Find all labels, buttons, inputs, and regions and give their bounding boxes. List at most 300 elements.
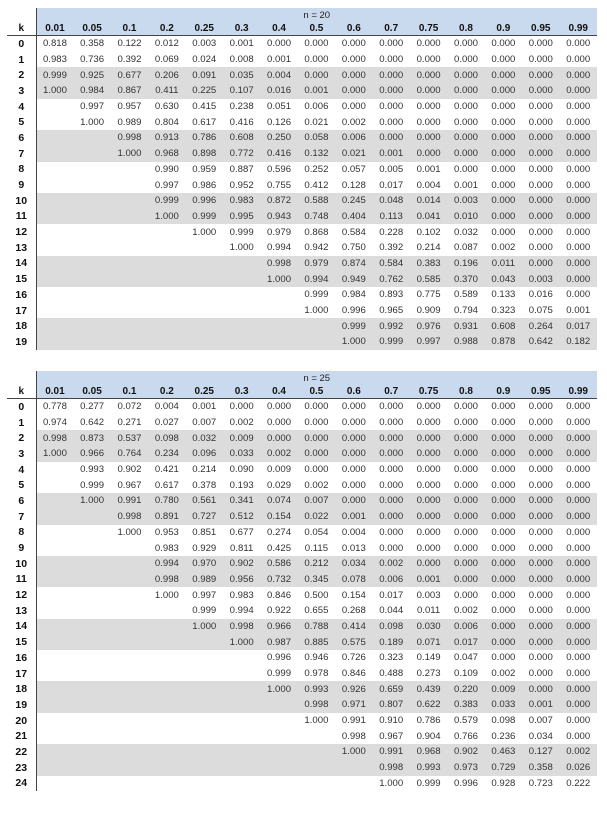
table-row bbox=[7, 619, 597, 635]
p-header: 0.95 bbox=[522, 22, 559, 36]
cumulative-probability-cell bbox=[73, 525, 110, 541]
cumulative-probability-cell: 0.001 bbox=[410, 572, 447, 588]
cumulative-probability-cell: 0.000 bbox=[453, 101, 478, 113]
p-header: 0.3 bbox=[223, 385, 260, 399]
cumulative-probability-cell bbox=[111, 681, 148, 697]
cumulative-probability-cell bbox=[73, 556, 110, 572]
cumulative-probability-cell bbox=[36, 303, 73, 319]
k-value: 14 bbox=[7, 256, 36, 272]
cumulative-probability-cell bbox=[186, 681, 223, 697]
cumulative-probability-cell bbox=[260, 303, 297, 319]
cumulative-probability-cell: 0.929 bbox=[192, 542, 217, 554]
cumulative-probability-cell: 0.000 bbox=[491, 652, 516, 664]
cumulative-probability-cell: 0.000 bbox=[447, 130, 484, 146]
cumulative-probability-cell: 0.415 bbox=[192, 101, 217, 113]
cumulative-probability-cell bbox=[223, 271, 260, 287]
cumulative-probability-cell: 0.411 bbox=[148, 83, 185, 99]
cumulative-probability-cell: 0.098 bbox=[373, 619, 410, 635]
cumulative-probability-cell bbox=[36, 318, 73, 334]
cumulative-probability-cell: 0.589 bbox=[453, 289, 478, 301]
cumulative-probability-cell: 0.000 bbox=[491, 479, 516, 491]
cumulative-probability-cell: 0.000 bbox=[416, 417, 441, 429]
k-value: 3 bbox=[7, 446, 36, 462]
cumulative-probability-cell bbox=[223, 760, 260, 776]
table-row bbox=[7, 83, 597, 99]
cumulative-probability-cell bbox=[36, 130, 73, 146]
cumulative-probability-cell: 0.011 bbox=[416, 605, 441, 617]
p-header: 0.1 bbox=[111, 385, 148, 399]
cumulative-probability-cell: 0.017 bbox=[559, 318, 597, 334]
cumulative-probability-cell: 0.000 bbox=[566, 289, 591, 301]
k-value: 4 bbox=[7, 99, 36, 115]
cumulative-probability-cell: 0.000 bbox=[260, 430, 297, 446]
cumulative-probability-cell: 0.000 bbox=[522, 509, 559, 525]
probability-header-row bbox=[7, 22, 597, 36]
cumulative-probability-cell bbox=[36, 99, 73, 115]
cumulative-probability-cell: 0.000 bbox=[528, 417, 553, 429]
cumulative-probability-cell: 0.000 bbox=[566, 417, 591, 429]
cumulative-probability-cell: 0.999 bbox=[36, 67, 73, 83]
cumulative-probability-cell bbox=[73, 509, 110, 525]
cumulative-probability-cell: 0.000 bbox=[410, 67, 447, 83]
cumulative-probability-cell: 0.000 bbox=[566, 668, 591, 680]
cumulative-probability-cell: 0.006 bbox=[373, 572, 410, 588]
cumulative-probability-cell: 0.579 bbox=[453, 715, 478, 727]
k-value: 9 bbox=[7, 540, 36, 556]
cumulative-probability-cell: 0.000 bbox=[453, 464, 478, 476]
p-header: 0.8 bbox=[447, 385, 484, 399]
cumulative-probability-cell bbox=[223, 334, 260, 350]
cumulative-probability-cell: 0.047 bbox=[453, 652, 478, 664]
cumulative-probability-cell: 0.000 bbox=[410, 446, 447, 462]
cumulative-probability-cell bbox=[73, 666, 110, 682]
cumulative-probability-cell bbox=[298, 318, 335, 334]
cumulative-probability-cell: 0.766 bbox=[453, 730, 478, 742]
cumulative-probability-cell: 0.996 bbox=[186, 193, 223, 209]
cumulative-probability-cell: 0.000 bbox=[559, 509, 597, 525]
cumulative-probability-cell: 0.000 bbox=[528, 464, 553, 476]
cumulative-probability-cell bbox=[186, 713, 223, 729]
cumulative-probability-cell bbox=[223, 318, 260, 334]
cumulative-probability-cell bbox=[73, 681, 110, 697]
k-value: 3 bbox=[7, 83, 36, 99]
p-header: 0.7 bbox=[373, 385, 410, 399]
cumulative-probability-cell bbox=[148, 303, 185, 319]
cumulative-probability-cell bbox=[186, 776, 223, 792]
k-value: 11 bbox=[7, 209, 36, 225]
cumulative-probability-cell bbox=[111, 666, 148, 682]
cumulative-probability-cell: 0.007 bbox=[528, 715, 553, 727]
cumulative-probability-cell: 0.995 bbox=[223, 209, 260, 225]
cumulative-probability-cell bbox=[148, 697, 185, 713]
k-value: 17 bbox=[7, 666, 36, 682]
cumulative-probability-cell: 0.003 bbox=[416, 589, 441, 601]
cumulative-probability-cell: 0.943 bbox=[260, 209, 297, 225]
cumulative-probability-cell: 0.000 bbox=[528, 116, 553, 128]
cumulative-probability-cell: 0.584 bbox=[341, 226, 366, 238]
cumulative-probability-cell: 0.000 bbox=[379, 54, 404, 66]
cumulative-probability-cell: 0.878 bbox=[485, 334, 522, 350]
cumulative-probability-cell: 0.001 bbox=[335, 509, 372, 525]
cumulative-probability-cell: 0.994 bbox=[267, 242, 292, 254]
cumulative-probability-cell: 0.000 bbox=[491, 116, 516, 128]
cumulative-probability-cell bbox=[73, 650, 110, 666]
cumulative-probability-cell: 0.378 bbox=[192, 479, 217, 491]
cumulative-probability-cell: 0.206 bbox=[148, 67, 185, 83]
cumulative-probability-cell: 0.000 bbox=[447, 83, 484, 99]
cumulative-probability-cell bbox=[36, 493, 73, 509]
cumulative-probability-cell bbox=[148, 240, 185, 256]
cumulative-probability-cell: 0.999 bbox=[373, 334, 410, 350]
table-row bbox=[7, 760, 597, 776]
cumulative-probability-cell bbox=[36, 634, 73, 650]
k-value: 16 bbox=[7, 287, 36, 303]
cumulative-probability-cell: 0.537 bbox=[111, 430, 148, 446]
cumulative-probability-cell bbox=[73, 177, 110, 193]
cumulative-probability-cell: 0.994 bbox=[229, 605, 254, 617]
cumulative-probability-cell: 0.212 bbox=[298, 556, 335, 572]
cumulative-probability-cell: 0.006 bbox=[304, 101, 329, 113]
cumulative-probability-cell bbox=[73, 619, 110, 635]
cumulative-probability-cell: 0.220 bbox=[447, 681, 484, 697]
cumulative-probability-cell: 0.004 bbox=[154, 401, 179, 413]
cumulative-probability-cell: 0.002 bbox=[491, 242, 516, 254]
cumulative-probability-cell: 0.772 bbox=[223, 146, 260, 162]
cumulative-probability-cell: 0.021 bbox=[335, 146, 372, 162]
k-value: 17 bbox=[7, 303, 36, 319]
cumulative-probability-cell: 0.659 bbox=[373, 681, 410, 697]
cumulative-probability-cell: 0.988 bbox=[447, 334, 484, 350]
cumulative-probability-cell: 0.991 bbox=[373, 744, 410, 760]
cumulative-probability-cell: 0.010 bbox=[447, 209, 484, 225]
cumulative-probability-cell: 0.953 bbox=[154, 526, 179, 538]
cumulative-probability-cell: 0.122 bbox=[117, 38, 142, 50]
cumulative-probability-cell: 0.000 bbox=[453, 589, 478, 601]
cumulative-probability-cell: 0.997 bbox=[80, 101, 105, 113]
cumulative-probability-cell bbox=[298, 744, 335, 760]
k-value: 8 bbox=[7, 162, 36, 178]
cumulative-probability-cell: 0.000 bbox=[335, 430, 372, 446]
cumulative-probability-cell bbox=[186, 318, 223, 334]
cumulative-probability-cell bbox=[260, 318, 297, 334]
cumulative-probability-cell bbox=[73, 146, 110, 162]
cumulative-probability-cell: 1.000 bbox=[223, 634, 260, 650]
cumulative-probability-cell bbox=[36, 540, 73, 556]
cumulative-probability-cell: 0.868 bbox=[304, 226, 329, 238]
cumulative-probability-cell: 0.642 bbox=[522, 334, 559, 350]
k-value: 9 bbox=[7, 177, 36, 193]
k-value: 5 bbox=[7, 114, 36, 130]
cumulative-probability-cell: 0.965 bbox=[379, 305, 404, 317]
k-value: 0 bbox=[7, 399, 36, 415]
cumulative-probability-cell bbox=[36, 760, 73, 776]
cumulative-probability-cell: 0.968 bbox=[410, 744, 447, 760]
cumulative-probability-cell: 0.993 bbox=[80, 464, 105, 476]
table-row bbox=[7, 240, 597, 256]
cumulative-probability-cell: 1.000 bbox=[335, 744, 372, 760]
cumulative-probability-cell: 1.000 bbox=[36, 83, 73, 99]
cumulative-probability-cell: 0.069 bbox=[154, 54, 179, 66]
cumulative-probability-cell bbox=[148, 334, 185, 350]
cumulative-probability-cell: 0.000 bbox=[453, 479, 478, 491]
k-header: k bbox=[7, 385, 36, 399]
cumulative-probability-cell: 0.000 bbox=[522, 146, 559, 162]
cumulative-probability-cell: 0.902 bbox=[117, 464, 142, 476]
cumulative-probability-cell: 0.655 bbox=[304, 605, 329, 617]
cumulative-probability-cell: 0.000 bbox=[379, 401, 404, 413]
k-value: 10 bbox=[7, 193, 36, 209]
cumulative-probability-cell: 0.926 bbox=[335, 681, 372, 697]
cumulative-probability-cell: 0.000 bbox=[341, 464, 366, 476]
cumulative-probability-cell bbox=[36, 287, 73, 303]
cumulative-probability-cell: 0.000 bbox=[447, 572, 484, 588]
cumulative-probability-cell: 0.974 bbox=[42, 417, 67, 429]
cumulative-probability-cell bbox=[260, 334, 297, 350]
cumulative-probability-cell bbox=[36, 603, 73, 619]
cumulative-probability-cell: 0.000 bbox=[304, 38, 329, 50]
table-row bbox=[7, 540, 597, 556]
k-value: 13 bbox=[7, 240, 36, 256]
cumulative-probability-cell bbox=[36, 525, 73, 541]
cumulative-probability-cell: 0.002 bbox=[453, 605, 478, 617]
cumulative-probability-cell bbox=[73, 209, 110, 225]
cumulative-probability-cell bbox=[186, 650, 223, 666]
cumulative-probability-cell bbox=[111, 556, 148, 572]
cumulative-probability-cell: 0.630 bbox=[154, 101, 179, 113]
cumulative-probability-cell: 0.000 bbox=[491, 226, 516, 238]
cumulative-probability-cell: 0.000 bbox=[453, 401, 478, 413]
table-row bbox=[7, 681, 597, 697]
cumulative-probability-cell bbox=[73, 713, 110, 729]
cumulative-probability-cell bbox=[73, 603, 110, 619]
cumulative-probability-cell bbox=[148, 666, 185, 682]
cumulative-probability-cell: 0.000 bbox=[559, 572, 597, 588]
cumulative-probability-cell bbox=[223, 666, 260, 682]
cumulative-probability-cell: 0.000 bbox=[447, 430, 484, 446]
cumulative-probability-cell: 0.764 bbox=[111, 446, 148, 462]
cumulative-probability-cell: 1.000 bbox=[379, 777, 404, 789]
cumulative-probability-cell: 0.245 bbox=[335, 193, 372, 209]
cumulative-probability-cell: 0.000 bbox=[416, 101, 441, 113]
cumulative-probability-cell: 0.000 bbox=[528, 668, 553, 680]
cumulative-probability-cell: 0.000 bbox=[416, 38, 441, 50]
cumulative-probability-cell: 0.057 bbox=[341, 163, 366, 175]
cumulative-probability-cell: 0.983 bbox=[154, 542, 179, 554]
cumulative-probability-cell: 0.561 bbox=[186, 493, 223, 509]
p-header: 0.8 bbox=[447, 22, 484, 36]
cumulative-probability-cell bbox=[73, 240, 110, 256]
cumulative-probability-cell: 0.078 bbox=[335, 572, 372, 588]
cumulative-probability-cell bbox=[73, 728, 110, 744]
cumulative-probability-cell: 0.001 bbox=[453, 179, 478, 191]
p-header: 0.01 bbox=[36, 22, 73, 36]
cumulative-probability-cell bbox=[111, 634, 148, 650]
cumulative-probability-cell bbox=[186, 666, 223, 682]
cumulative-probability-cell bbox=[36, 744, 73, 760]
cumulative-probability-cell bbox=[298, 760, 335, 776]
cumulative-probability-cell: 0.998 bbox=[111, 130, 148, 146]
cumulative-probability-cell: 0.000 bbox=[485, 146, 522, 162]
cumulative-probability-cell bbox=[36, 209, 73, 225]
cumulative-probability-cell: 0.999 bbox=[80, 479, 105, 491]
cumulative-probability-cell: 0.000 bbox=[229, 401, 254, 413]
cumulative-probability-cell: 0.999 bbox=[416, 777, 441, 789]
cumulative-probability-cell: 0.030 bbox=[410, 619, 447, 635]
cumulative-probability-cell: 0.026 bbox=[559, 760, 597, 776]
cumulative-probability-cell: 0.736 bbox=[80, 54, 105, 66]
cumulative-probability-cell: 0.000 bbox=[559, 493, 597, 509]
cumulative-probability-cell bbox=[260, 713, 297, 729]
cumulative-probability-cell: 0.996 bbox=[453, 777, 478, 789]
cumulative-probability-cell: 0.000 bbox=[373, 446, 410, 462]
cumulative-probability-cell: 0.000 bbox=[304, 417, 329, 429]
cumulative-probability-cell: 0.000 bbox=[559, 271, 597, 287]
p-header: 0.6 bbox=[335, 385, 372, 399]
cumulative-probability-cell: 0.268 bbox=[341, 605, 366, 617]
table-row bbox=[7, 713, 597, 729]
cumulative-probability-cell: 0.000 bbox=[410, 430, 447, 446]
cumulative-probability-cell: 0.994 bbox=[298, 271, 335, 287]
cumulative-probability-cell: 1.000 bbox=[260, 681, 297, 697]
cumulative-probability-cell: 1.000 bbox=[229, 242, 254, 254]
cumulative-probability-cell bbox=[73, 271, 110, 287]
cumulative-probability-cell bbox=[73, 697, 110, 713]
cumulative-probability-cell: 0.000 bbox=[522, 634, 559, 650]
cumulative-probability-cell: 1.000 bbox=[111, 146, 148, 162]
cumulative-probability-cell: 0.004 bbox=[416, 179, 441, 191]
cumulative-probability-cell: 0.893 bbox=[379, 289, 404, 301]
cumulative-probability-cell: 0.986 bbox=[192, 179, 217, 191]
k-value: 6 bbox=[7, 130, 36, 146]
cumulative-probability-cell bbox=[36, 587, 73, 603]
cumulative-probability-cell: 1.000 bbox=[154, 589, 179, 601]
cumulative-probability-cell bbox=[111, 287, 148, 303]
probability-header-row bbox=[7, 385, 597, 399]
cumulative-probability-cell: 1.000 bbox=[186, 619, 223, 635]
cumulative-probability-cell: 0.873 bbox=[73, 430, 110, 446]
cumulative-probability-cell: 0.596 bbox=[267, 163, 292, 175]
cumulative-probability-cell: 0.818 bbox=[42, 38, 67, 50]
cumulative-probability-cell: 0.024 bbox=[192, 54, 217, 66]
cumulative-probability-cell bbox=[298, 728, 335, 744]
cumulative-probability-cell bbox=[148, 287, 185, 303]
cumulative-probability-cell bbox=[73, 224, 110, 240]
cumulative-probability-cell: 0.228 bbox=[379, 226, 404, 238]
cumulative-probability-cell: 0.996 bbox=[267, 652, 292, 664]
cumulative-probability-cell: 0.000 bbox=[566, 715, 591, 727]
cumulative-probability-cell: 0.000 bbox=[485, 430, 522, 446]
cumulative-probability-cell bbox=[148, 776, 185, 792]
cumulative-probability-cell: 0.048 bbox=[373, 193, 410, 209]
cumulative-probability-cell: 0.051 bbox=[267, 101, 292, 113]
cumulative-probability-cell bbox=[111, 162, 148, 178]
table-row bbox=[7, 99, 597, 115]
cumulative-probability-cell bbox=[223, 744, 260, 760]
table-row bbox=[7, 256, 597, 272]
n-label-row bbox=[7, 371, 597, 385]
cumulative-probability-cell bbox=[73, 540, 110, 556]
k-value: 13 bbox=[7, 603, 36, 619]
cumulative-probability-cell: 0.003 bbox=[522, 271, 559, 287]
cumulative-probability-cell: 0.000 bbox=[566, 605, 591, 617]
cumulative-probability-cell: 0.001 bbox=[416, 163, 441, 175]
cumulative-probability-cell: 0.000 bbox=[373, 430, 410, 446]
k-value: 21 bbox=[7, 728, 36, 744]
cumulative-probability-cell: 0.000 bbox=[453, 38, 478, 50]
cumulative-probability-cell: 0.102 bbox=[416, 226, 441, 238]
cumulative-probability-cell: 0.488 bbox=[379, 668, 404, 680]
cumulative-probability-cell: 0.000 bbox=[559, 556, 597, 572]
cumulative-probability-cell: 0.002 bbox=[491, 668, 516, 680]
cumulative-probability-cell bbox=[186, 256, 223, 272]
k-value: 4 bbox=[7, 462, 36, 478]
cumulative-probability-cell bbox=[335, 776, 372, 792]
cumulative-probability-cell: 0.001 bbox=[192, 401, 217, 413]
cumulative-probability-cell: 0.000 bbox=[379, 464, 404, 476]
cumulative-probability-cell: 0.575 bbox=[335, 634, 372, 650]
cumulative-probability-cell: 0.987 bbox=[260, 634, 297, 650]
cumulative-probability-cell: 0.000 bbox=[528, 226, 553, 238]
cumulative-probability-cell: 0.009 bbox=[267, 464, 292, 476]
cumulative-probability-cell: 0.000 bbox=[410, 556, 447, 572]
cumulative-probability-cell: 0.000 bbox=[485, 619, 522, 635]
cumulative-probability-cell: 0.500 bbox=[304, 589, 329, 601]
cumulative-probability-cell: 0.000 bbox=[453, 417, 478, 429]
cumulative-probability-cell bbox=[73, 303, 110, 319]
cumulative-probability-cell bbox=[111, 334, 148, 350]
cumulative-probability-cell: 0.997 bbox=[410, 334, 447, 350]
cumulative-probability-cell: 0.000 bbox=[447, 509, 484, 525]
cumulative-probability-cell: 0.044 bbox=[379, 605, 404, 617]
cumulative-probability-cell: 0.416 bbox=[260, 146, 297, 162]
n-label-row bbox=[7, 8, 597, 22]
cumulative-probability-cell bbox=[36, 713, 73, 729]
p-header: 0.05 bbox=[73, 385, 110, 399]
cumulative-probability-cell: 0.107 bbox=[223, 83, 260, 99]
cumulative-probability-cell: 0.000 bbox=[373, 83, 410, 99]
cumulative-probability-cell: 0.000 bbox=[485, 67, 522, 83]
cumulative-probability-cell: 0.966 bbox=[73, 446, 110, 462]
cumulative-probability-cell: 0.072 bbox=[117, 401, 142, 413]
cumulative-probability-cell: 0.323 bbox=[491, 305, 516, 317]
cumulative-probability-cell: 0.000 bbox=[559, 430, 597, 446]
cumulative-probability-cell: 0.991 bbox=[341, 715, 366, 727]
cumulative-probability-cell bbox=[111, 744, 148, 760]
cumulative-probability-cell: 0.002 bbox=[260, 446, 297, 462]
cumulative-probability-cell: 0.984 bbox=[341, 289, 366, 301]
table-row bbox=[7, 477, 597, 493]
cumulative-probability-cell bbox=[223, 256, 260, 272]
cumulative-probability-cell: 0.404 bbox=[335, 209, 372, 225]
cumulative-probability-cell: 0.617 bbox=[192, 116, 217, 128]
cumulative-probability-cell: 0.054 bbox=[304, 526, 329, 538]
cumulative-probability-cell: 0.000 bbox=[410, 493, 447, 509]
cumulative-probability-cell: 0.000 bbox=[416, 54, 441, 66]
table-row bbox=[7, 318, 597, 334]
cumulative-probability-cell: 0.000 bbox=[522, 681, 559, 697]
p-header: 0.4 bbox=[260, 22, 297, 36]
cumulative-probability-cell: 0.723 bbox=[528, 777, 553, 789]
cumulative-probability-cell: 0.000 bbox=[267, 417, 292, 429]
cumulative-probability-cell: 0.000 bbox=[528, 605, 553, 617]
cumulative-probability-cell: 0.910 bbox=[379, 715, 404, 727]
cumulative-probability-cell: 0.898 bbox=[186, 146, 223, 162]
cumulative-probability-cell bbox=[111, 240, 148, 256]
k-value: 7 bbox=[7, 146, 36, 162]
cumulative-probability-cell bbox=[223, 287, 260, 303]
cumulative-probability-cell: 1.000 bbox=[36, 446, 73, 462]
cumulative-probability-cell: 0.973 bbox=[447, 760, 484, 776]
